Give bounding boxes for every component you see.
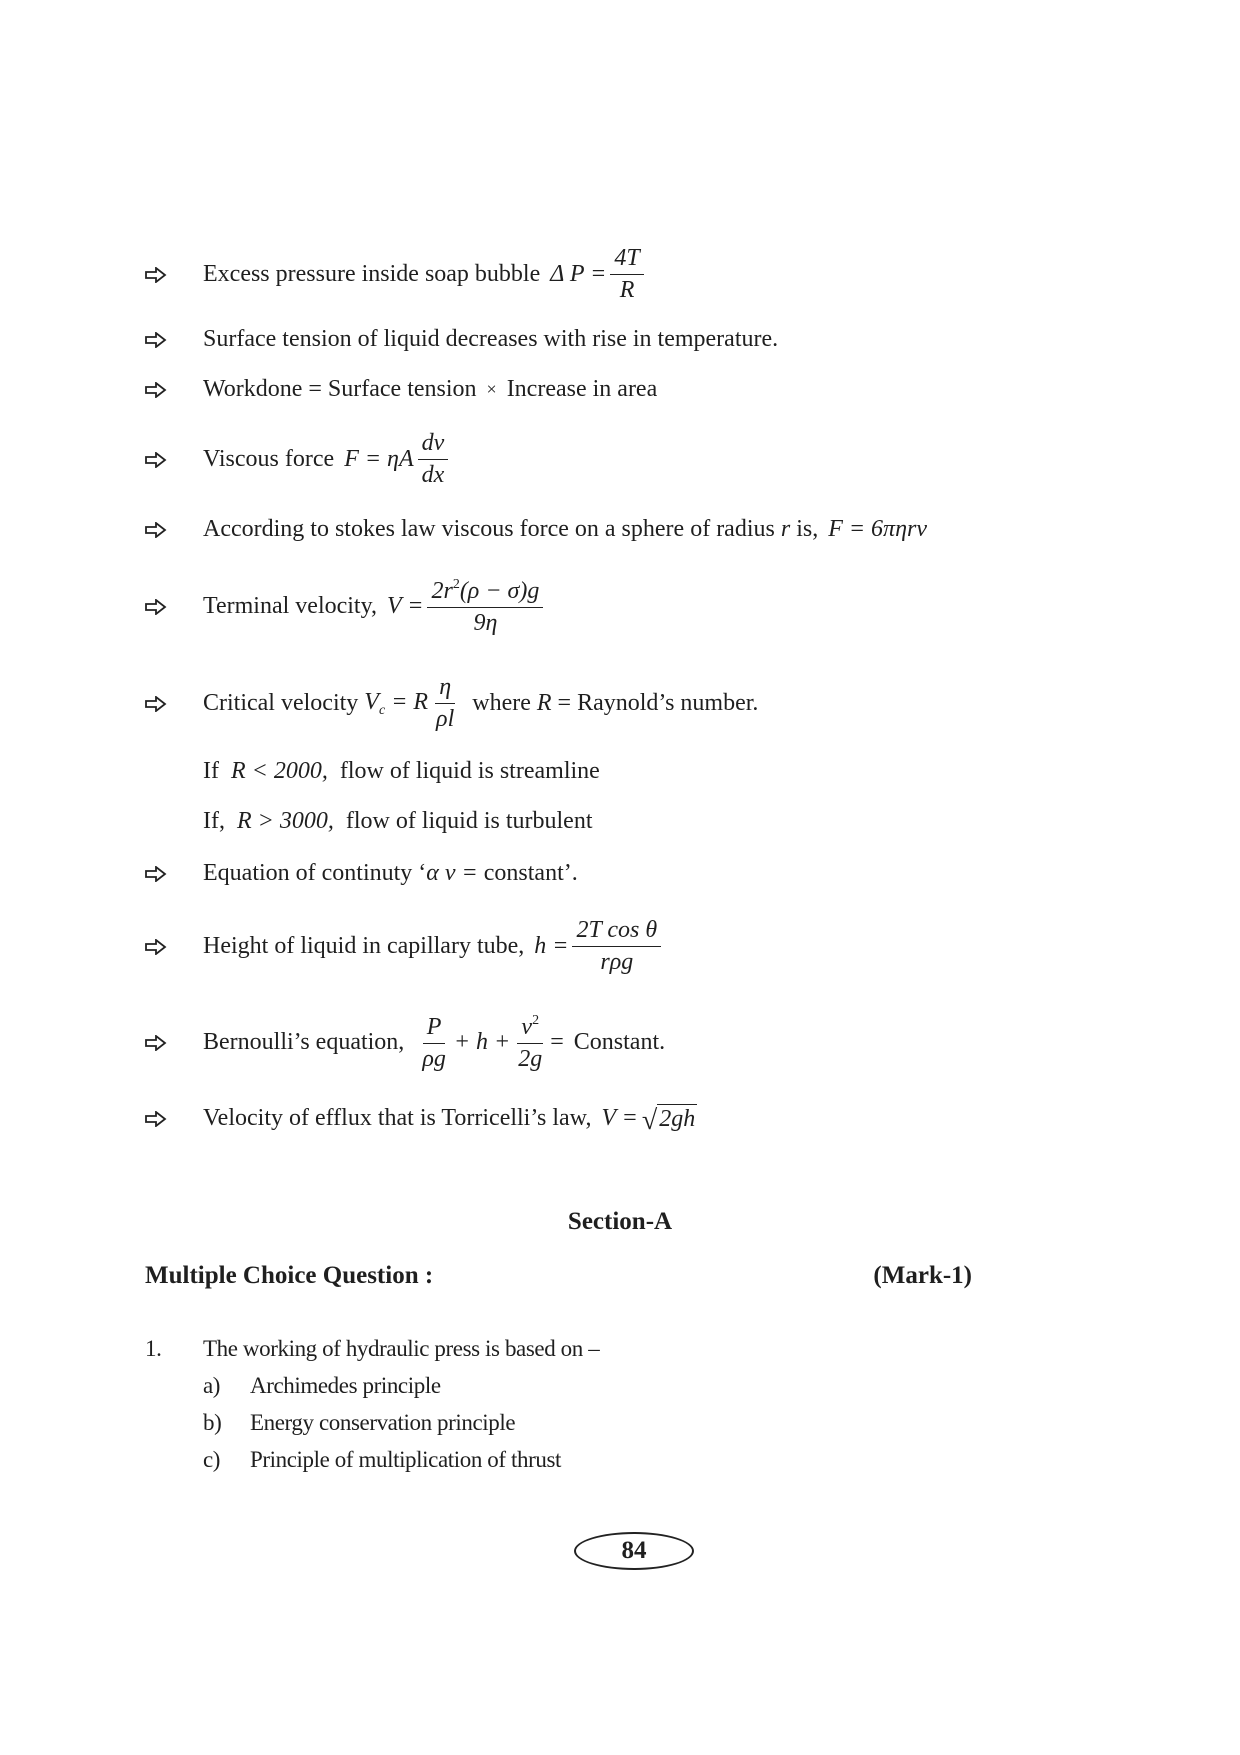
arrow-right-icon (145, 452, 203, 468)
condition-turbulent: If, R > 3000, flow of liquid is turbulent (203, 808, 593, 834)
arrow-right-icon (145, 1111, 203, 1127)
mcq-title: Multiple Choice Question : (145, 1262, 434, 1289)
var-r: r (780, 516, 791, 542)
bullet-excess-pressure (145, 246, 1100, 303)
bullet-text: According to stokes law viscous force on a sphere of radius (203, 516, 775, 542)
fraction: $\frac{P}{\rho g}$ (422, 1013, 446, 1072)
bullet-text: Velocity of efflux that is Torricelli’s law, (203, 1105, 592, 1131)
bullet-text-b: is, (796, 516, 819, 542)
bullet-text: Surface tension of liquid decreases with rise in temperature. (203, 326, 779, 352)
bullet-surface-tension (145, 326, 1100, 354)
equals: = (550, 1029, 564, 1056)
bullet-text-b: Constant. (573, 1029, 666, 1056)
condition-streamline: If R < 2000, flow of liquid is streamline (203, 758, 600, 784)
bullet-viscous-force (145, 431, 1100, 488)
bullet-bernoulli (145, 1014, 1100, 1072)
bullet-text: Equation of continuty ‘ (203, 860, 427, 886)
bullet-continuity (145, 860, 1100, 888)
arrow-right-icon (145, 1035, 203, 1051)
fraction: $\frac{\eta}{\rho l}$ (436, 674, 455, 733)
option-text: Principle of multiplication of thrust (250, 1447, 561, 1472)
fraction: $\frac{dv}{dx}$ (418, 431, 449, 488)
option-label: b) (203, 1410, 222, 1435)
question-text: The working of hydraulic press is based on – (203, 1336, 600, 1361)
bullet-text: Terminal velocity, (203, 593, 378, 620)
formula-lhs: $V_c = R$ (364, 688, 429, 718)
arrow-right-icon (145, 332, 203, 348)
bullet-text: Height of liquid in capillary tube, (203, 932, 525, 959)
mark-label: (Mark-1) (873, 1262, 972, 1289)
option-label: c) (203, 1447, 221, 1472)
square-root: √ 2gh (641, 1105, 696, 1137)
bullet-text: Bernoulli’s equation, (203, 1029, 405, 1056)
bullet-torricelli (145, 1104, 1100, 1137)
bullet-capillary-height (145, 918, 1100, 975)
formula-lhs: F = ηA (344, 445, 414, 472)
arrow-right-icon (145, 866, 203, 882)
option-label: a) (203, 1373, 221, 1398)
sqrt-sign-icon: √ (641, 1105, 658, 1137)
formula-lhs: V = (387, 593, 424, 620)
formula-lhs: h = (534, 932, 569, 959)
formula: α v = (426, 860, 478, 886)
bullet-text-b: Increase in area (506, 376, 658, 402)
arrow-right-icon (145, 382, 203, 398)
fraction: $\frac{2r^2(\rho - \sigma)g}{9\eta}$ (427, 578, 543, 636)
arrow-right-icon (145, 267, 203, 283)
formula-lhs: V = (601, 1105, 638, 1131)
bullet-text: Workdone = Surface tension (203, 376, 477, 402)
times-sign: × (486, 379, 497, 400)
bullet-text: Excess pressure inside soap bubble (203, 260, 541, 287)
option-text: Archimedes principle (250, 1373, 441, 1398)
formula: F = 6πηrv (828, 516, 927, 542)
question-number: 1. (145, 1336, 162, 1361)
arrow-right-icon (145, 522, 203, 538)
formula-lhs: Δ P = (550, 260, 607, 287)
arrow-right-icon (145, 939, 203, 955)
fraction: $\frac{v^2}{2g}$ (518, 1013, 543, 1073)
formula-mid: + h + (453, 1029, 511, 1056)
bullet-workdone (145, 376, 1100, 404)
bullet-text: Critical velocity (203, 689, 359, 716)
bullet-text-b: constant’. (483, 860, 578, 886)
fraction: $\frac{\text{2T cos θ}}{\text{rρg}}$ (572, 918, 661, 975)
section-title: Section-A (567, 1208, 673, 1235)
page-number: 84 (574, 1532, 694, 1570)
arrow-right-icon (145, 696, 203, 712)
fraction: $\frac{4T}{R}$ (610, 246, 643, 303)
option-text: Energy conservation principle (250, 1410, 516, 1435)
bullet-critical-velocity: Critical velocity $V_c = R$ $\frac{\eta}{\rho l}$ where R = Raynold’s number. (145, 675, 1100, 732)
bullet-text: Viscous force (203, 445, 335, 472)
bullet-stokes-law (145, 516, 1100, 544)
bullet-terminal-velocity (145, 578, 1100, 636)
arrow-right-icon (145, 599, 203, 615)
